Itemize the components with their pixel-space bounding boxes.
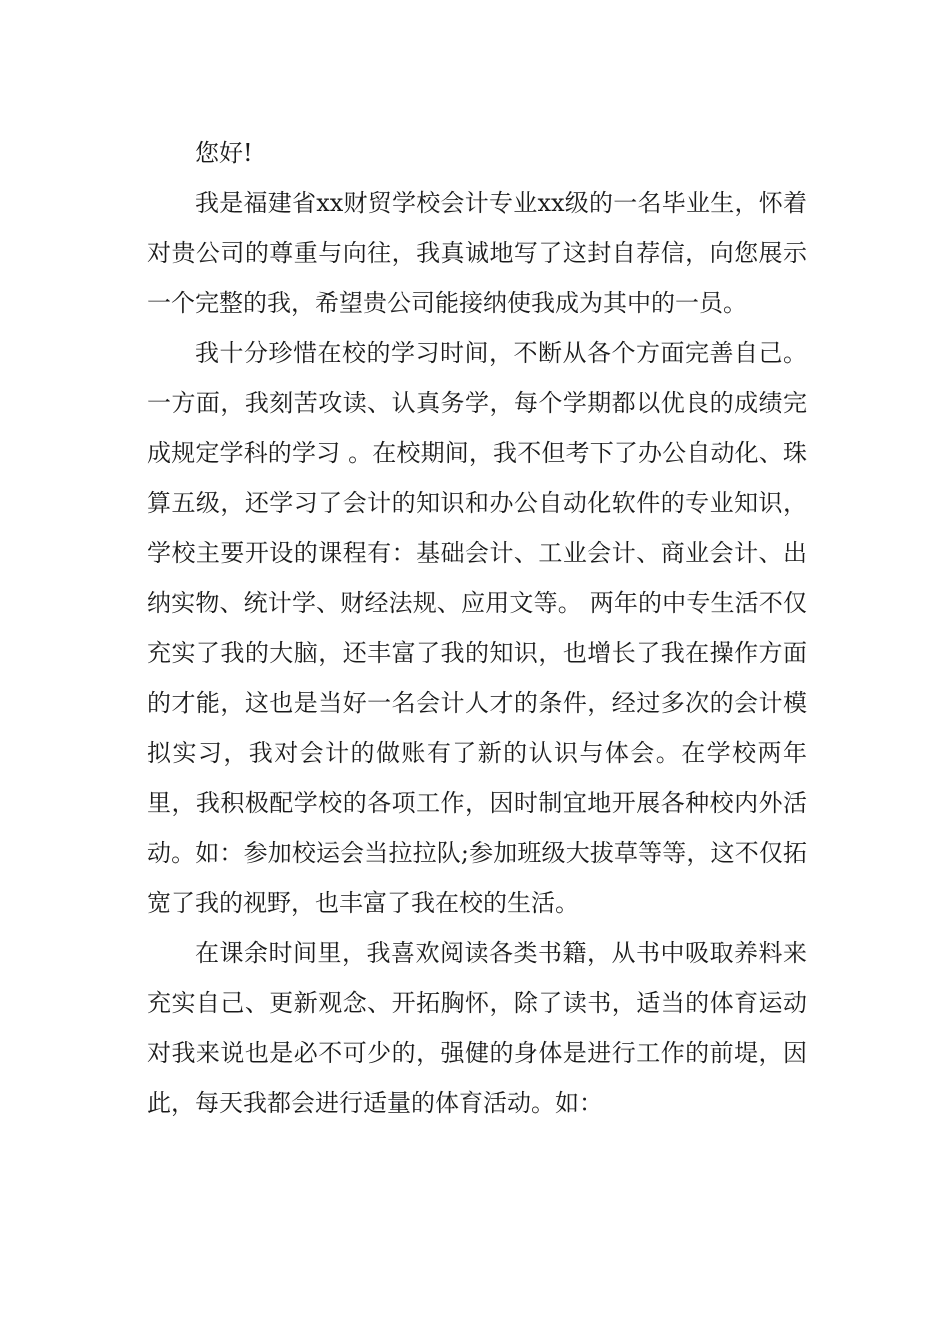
hobbies-paragraph: 在课余时间里，我喜欢阅读各类书籍，从书中吸取养料来充实自己、更新观念、开拓胸怀，除了读书，适当的体育运动对我来说也是必不可少的，强健的身体是进行工作的前堤，因此，每天我都会进行适量的体育活动。如：: [147, 939, 807, 1117]
study-paragraph: 我十分珍惜在校的学习时间，不断从各个方面完善自己。一方面，我刻苦攻读、认真务学，每个学期都以优良的成绩完成规定学科的学习 。在校期间，我不但考下了办公自动化、珠算五级，还学习了会计的知识和办公自动化软件的专业知识，学校主要开设的课程有：基础会计、工业会计、商业会计、出纳实物、统计学、财经法规、应用文等。 两年的中专生活不仅充实了我的大脑，还丰富了我的知识，也增长了我在操作方面的才能，这也是当好一名会计人才的条件，经过多次的会计模拟实习，我对会计的做账有了新的认识与体会。在学校两年里，我积极配学校的各项工作，因时制宜地开展各种校内外活动。如：参加校运会当拉拉队;参加班级大拔草等等，这不仅拓宽了我的视野，也丰富了我在校的生活。: [147, 339, 807, 917]
letter-body: [147, 128, 807, 1128]
greeting-paragraph: 您好!: [195, 139, 253, 167]
intro-paragraph: 我是福建省xx财贸学校会计专业xx级的一名毕业生，怀着对贵公司的尊重与向往，我真诚地写了这封自荐信，向您展示一个完整的我，希望贵公司能接纳使我成为其中的一员。: [147, 189, 807, 317]
